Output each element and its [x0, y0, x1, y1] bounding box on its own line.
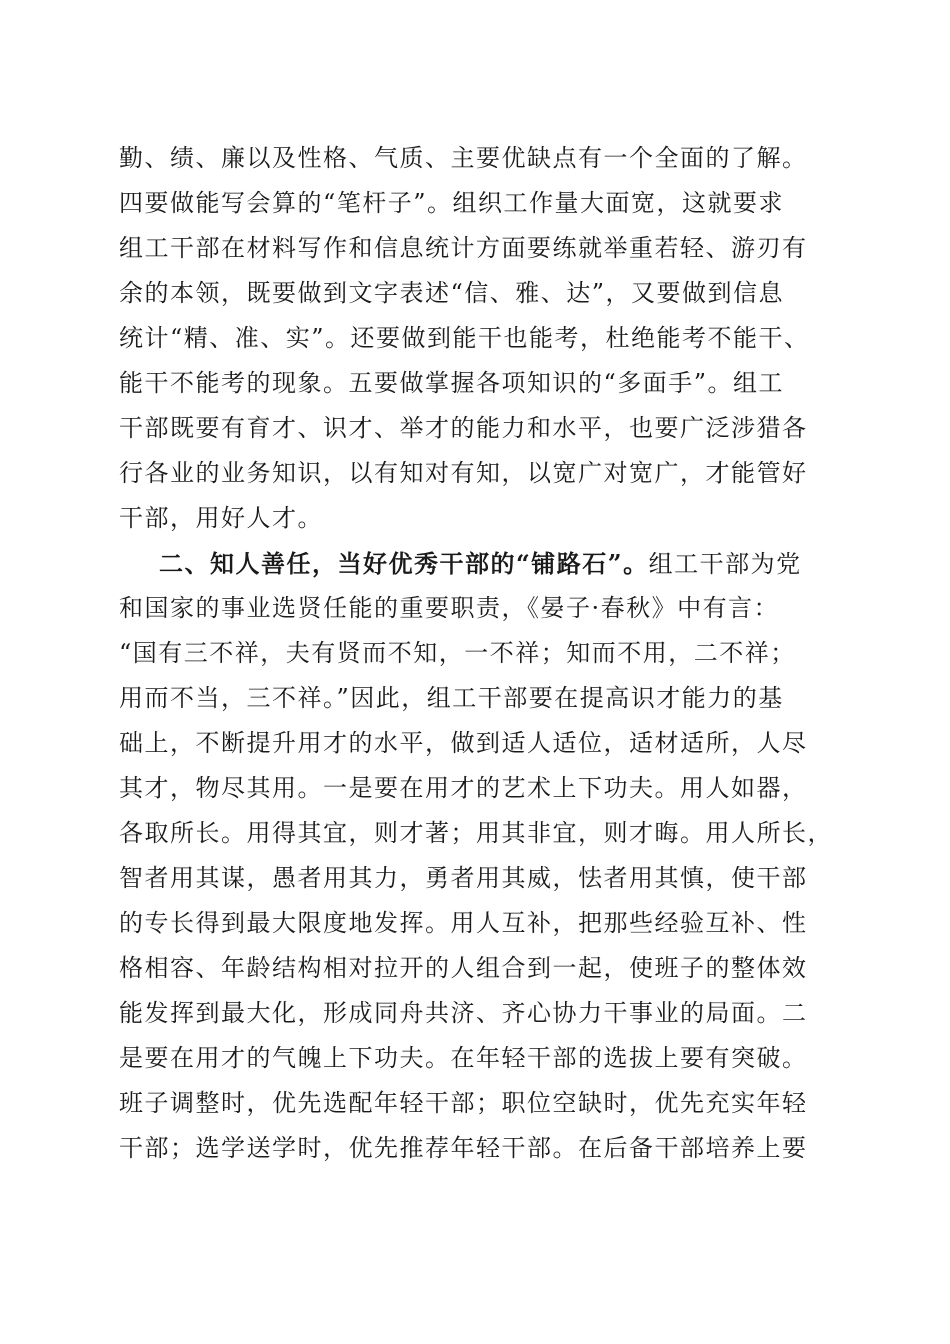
- text-line: 础上，不断提升用才的水平，做到适人适位，适材适所，人尽: [119, 729, 808, 757]
- text-line: 干部，用好人才。: [119, 504, 323, 532]
- text-line: 勤、绩、廉以及性格、气质、主要优缺点有一个全面的了解。: [119, 144, 808, 172]
- text-line: 干部既要有育才、识才、举才的能力和水平，也要广泛涉猎各: [119, 414, 808, 442]
- text-line: 统计“精、准、实”。还要做到能干也能考，杜绝能考不能干、: [119, 324, 810, 352]
- text-line: “国有三不祥，夫有贤而不知，一不祥；知而不用，二不祥；: [119, 639, 796, 667]
- body-text: [119, 136, 834, 1171]
- text-line: 用而不当，三不祥。”因此，组工干部要在提高识才能力的基: [119, 684, 784, 712]
- text-line: 各取所长。用得其宜，则才著；用其非宜，则才晦。用人所长，: [119, 819, 833, 847]
- text-line: 能干不能考的现象。五要做掌握各项知识的“多面手”。组工: [119, 369, 785, 397]
- text-line: 行各业的业务知识，以有知对有知，以宽广对宽广，才能管好: [119, 459, 808, 487]
- text-line: 能发挥到最大化，形成同舟共济、齐心协力干事业的局面。二: [119, 999, 808, 1027]
- section-heading-line: [119, 541, 834, 586]
- section-heading: 二、知人善任，当好优秀干部的“铺路石”。: [159, 549, 649, 578]
- text-line: 四要做能写会算的“笔杆子”。组织工作量大面宽，这就要求: [119, 189, 785, 217]
- text-line: 和国家的事业选贤任能的重要职责，《晏子·春秋》中有言：: [119, 594, 780, 622]
- text-line: 余的本领，既要做到文字表述“信、雅、达”，又要做到信息: [119, 279, 785, 307]
- text-line: 其才，物尽其用。一是要在用才的艺术上下功夫。用人如器，: [119, 774, 808, 802]
- text-line: 格相容、年龄结构相对拉开的人组合到一起，使班子的整体效: [119, 954, 808, 982]
- text-line: 智者用其谋，愚者用其力，勇者用其威，怯者用其慎，使干部: [119, 864, 808, 892]
- text-line: 是要在用才的气魄上下功夫。在年轻干部的选拔上要有突破。: [119, 1044, 808, 1072]
- text-line: 班子调整时，优先选配年轻干部；职位空缺时，优先充实年轻: [119, 1089, 808, 1117]
- text-line: 干部；选学送学时，优先推荐年轻干部。在后备干部培养上要: [119, 1134, 808, 1162]
- text-line: 组工干部在材料写作和信息统计方面要练就举重若轻、游刃有: [119, 234, 808, 262]
- heading-line-rest: 组工干部为党: [648, 550, 802, 578]
- text-line: 的专长得到最大限度地发挥。用人互补，把那些经验互补、性: [119, 909, 808, 937]
